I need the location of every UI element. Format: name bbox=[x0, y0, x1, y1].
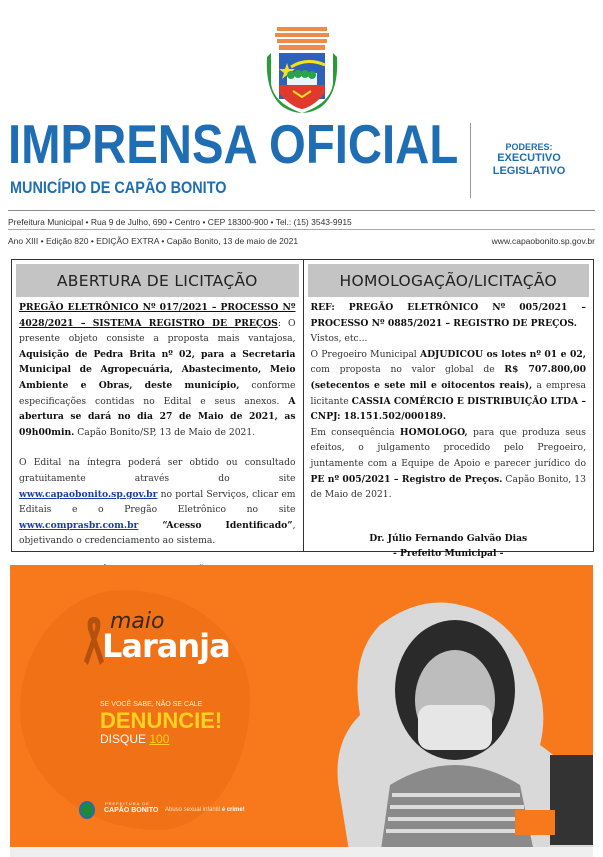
notice-bold: Aquisição de Pedra Brita nº 02, para a Secretaria Municipal de Agropecuária, Abastecimento, Meio Ambiente e Obras, deste município, bbox=[19, 348, 296, 391]
header-rule-mid bbox=[8, 229, 595, 230]
municipal-crest-icon bbox=[263, 23, 341, 119]
address-line: Prefeitura Municipal • Rua 9 de Julho, 690 • Centro • CEP 18300-900 • Tel.: (15) 3543-9915 bbox=[8, 217, 352, 227]
poderes-label: PODERES: bbox=[505, 142, 553, 152]
banner-laranja: Laranja bbox=[102, 627, 230, 665]
masthead-title: IMPRENSA OFICIAL bbox=[8, 113, 459, 175]
notice-abertura bbox=[12, 260, 303, 551]
notice-bold: PE nº 005/2021 – Registro de Preços. bbox=[310, 473, 503, 485]
prefeitura-crest-icon bbox=[79, 801, 95, 819]
prefeitura-label: CAPÃO BONITO bbox=[104, 807, 159, 814]
banner-cta: DENUNCIE! bbox=[100, 708, 223, 733]
notice-bold: CASSIA COMÉRCIO E DISTRIBUIÇÃO LTDA – CNPJ: 18.151.502/000189. bbox=[310, 395, 586, 423]
notice-ref: REF: PREGÃO ELETRÔNICO Nº 005/2021 – PROCESSO Nº 0885/2021 – REGISTRO DE PREÇOS. bbox=[310, 302, 586, 329]
masthead-divider bbox=[470, 123, 471, 198]
abuso-text: Abuso sexual infantil bbox=[165, 807, 222, 813]
poderes-legislativo: LEGISLATIVO bbox=[492, 165, 566, 177]
banner-abuso-text bbox=[165, 807, 245, 813]
disque-label: DISQUE bbox=[100, 732, 147, 746]
notice-body bbox=[308, 297, 590, 503]
notice-text: a empresa licitante bbox=[310, 379, 586, 407]
notice-text: Capão Bonito/SP, 13 de Maio de 2021. bbox=[74, 426, 256, 438]
notice-bold: A abertura se dará no dia 27 de Maio de 2021, as 09h00min. bbox=[19, 395, 296, 438]
maio-laranja-banner bbox=[10, 565, 593, 857]
notice-ref: PREGÃO ELETRÔNICO Nº 017/2021 – PROCESSO Nº 4028/2021 – SISTEMA REGISTRO DE PREÇOS bbox=[19, 302, 296, 329]
signature-role: - Prefeito Municipal - bbox=[393, 548, 504, 560]
banner-bottom-strip bbox=[10, 847, 593, 857]
edition-line: Ano XIII • Edição 820 • EDIÇÃO EXTRA • Capão Bonito, 13 de maio de 2021 bbox=[8, 236, 299, 246]
notices-box bbox=[11, 259, 594, 560]
notice-text: conforme especificações contidas no Edital e seus anexos. bbox=[19, 379, 296, 407]
notice-body bbox=[16, 297, 299, 549]
notice-heading: ABERTURA DE LICITAÇÃO bbox=[16, 264, 299, 297]
notice-text: O Pregoeiro Municipal bbox=[310, 348, 420, 360]
notice-text: para que produza seus efeitos, o julgamento procedido pelo Pregoeiro, juntamente com a Equipe de Apoio e parecer jurídico do bbox=[310, 426, 586, 469]
poderes-block bbox=[488, 142, 570, 178]
poderes-executivo: EXECUTIVO bbox=[497, 152, 561, 164]
notice-homologacao bbox=[303, 260, 594, 560]
website-link[interactable]: www.capaobonito.sp.gov.br bbox=[491, 236, 595, 246]
notice-text: O Edital na íntegra poderá ser obtido ou consultado gratuitamente através do site bbox=[19, 457, 296, 484]
abuso-bold: é crime! bbox=[221, 807, 245, 813]
notice-text: Capão Bonito, 13 de Maio de 2021. bbox=[310, 473, 586, 501]
banner-maio: maio bbox=[110, 609, 165, 634]
notice-text: no portal Serviços, clicar em Editais e o Pregão Eletrônico no site bbox=[19, 488, 296, 516]
notice-bold: ADJUDICOU os lotes nº 01 e 02, bbox=[419, 348, 587, 360]
banner-disque bbox=[100, 732, 169, 746]
signature-block bbox=[308, 531, 590, 562]
disque-number: 100 bbox=[149, 732, 170, 746]
notice-text: com proposta no valor global de bbox=[310, 364, 505, 376]
link-capaobonito[interactable]: www.capaobonito.sp.gov.br bbox=[19, 488, 158, 500]
awareness-ribbon-icon bbox=[84, 615, 104, 667]
notice-text: , objetivando o credenciamento ao sistema. bbox=[19, 519, 296, 547]
header-rule-top bbox=[8, 210, 595, 211]
notice-text: Em consequência bbox=[310, 426, 400, 438]
masthead-subtitle: MUNICÍPIO DE CAPÃO BONITO bbox=[10, 178, 227, 197]
signature-name: Dr. Júlio Fernando Galvão Dias bbox=[369, 532, 528, 544]
banner-tagline: SE VOCÊ SABE, NÃO SE CALE bbox=[100, 701, 203, 708]
notice-bold: “Acesso Identificado” bbox=[138, 519, 293, 531]
notice-heading: HOMOLOGAÇÃO/LICITAÇÃO bbox=[308, 264, 590, 297]
notice-vistos: Vistos, etc... bbox=[310, 333, 368, 345]
notice-text: : O presente objeto consiste a proposta mais vantajosa, bbox=[19, 317, 296, 345]
prefeitura-label-small: PREFEITURA DE bbox=[105, 801, 150, 806]
link-comprasbr[interactable]: www.comprasbr.com.br bbox=[19, 519, 139, 531]
notice-bold: HOMOLOGO, bbox=[399, 426, 468, 438]
child-photo bbox=[310, 595, 593, 857]
notice-bold: R$ 707.800,00 (setecentos e sete mil e oitocentos reais), bbox=[310, 364, 586, 391]
